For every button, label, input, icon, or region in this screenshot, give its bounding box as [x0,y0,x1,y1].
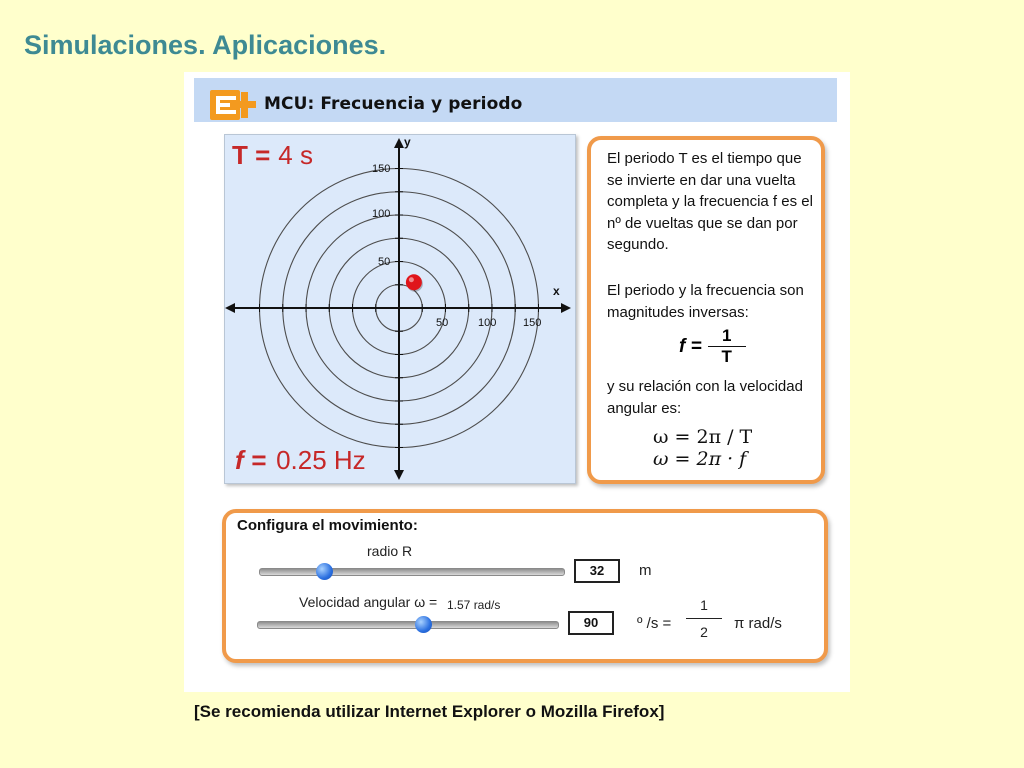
y-tick-label: 50 [378,256,391,268]
frequency-value: 0.25 Hz [276,445,366,475]
info-panel [587,136,825,484]
applet-header [194,78,837,122]
radius-unit: m [639,562,652,579]
pi-rad-per-second-unit: π rad/s [734,615,782,632]
angular-velocity-label: Velocidad angular ω = [299,594,438,610]
browser-recommendation-note: [Se recomienda utilizar Internet Explorer o Mozilla Firefox] [194,702,665,721]
pi-fraction [686,597,722,640]
y-axis-label: y [404,135,411,149]
x-tick-label: 100 [478,317,497,329]
x-axis-arrow-left [225,303,235,313]
y-axis-arrow-down [394,470,404,480]
radius-slider-thumb[interactable] [316,563,333,580]
angular-velocity-slider-thumb[interactable] [415,616,432,633]
page-title: Simulaciones. Aplicaciones. [24,30,387,60]
pi-fraction-numerator: 1 [686,597,722,619]
angular-relation-text: y su relación con la velocidad angular es: [607,378,803,417]
frequency-period-formula [679,326,746,367]
x-axis-arrow [561,303,571,313]
formula-denominator: T [721,347,732,366]
formula-lhs: f = [679,335,702,357]
y-axis-arrow [394,138,404,148]
x-tick-label: 50 [436,317,449,329]
radius-slider-label: radio R [367,543,413,559]
config-title: Configura el movimiento: [237,517,418,534]
angular-velocity-slider[interactable] [257,621,559,629]
y-tick-label: 100 [372,208,391,220]
x-tick-label: 150 [523,317,542,329]
omega-frequency-formula: ω = 2π · f [653,448,747,470]
angular-velocity-readout: 1.57 rad/s [447,598,501,612]
radius-slider[interactable] [259,568,565,576]
ball-highlight [409,277,414,282]
frequency-symbol: f = [235,445,267,475]
frequency-readout [235,445,366,476]
applet-title: MCU: Frecuencia y periodo [264,94,523,114]
radius-value-field[interactable]: 32 [574,559,620,583]
circular-motion-graph [225,135,575,483]
period-value: 4 s [278,140,313,170]
simulation-applet [184,72,850,692]
config-panel [222,509,828,663]
e-plus-logo-icon [210,88,256,122]
degrees-per-second-unit: º /s = [637,615,672,632]
y-tick-label: 150 [372,163,391,175]
omega-period-formula: ω = 2π / T [653,426,753,448]
formula-numerator: 1 [708,326,746,347]
inverse-relation-text: El periodo y la frecuencia son magnitudes inversas: [607,282,804,321]
angular-velocity-value-field[interactable]: 90 [568,611,614,635]
pi-fraction-denominator: 2 [700,624,708,640]
period-readout [232,140,313,171]
moving-ball [406,274,422,290]
x-axis-label: x [553,284,560,298]
period-symbol: T = [232,140,271,170]
period-definition-text: El periodo T es el tiempo que se invierte en dar una vuelta completa y la frecuencia f es el nº de vueltas que se dan por segundo. [607,150,813,253]
graph-panel [224,134,576,484]
